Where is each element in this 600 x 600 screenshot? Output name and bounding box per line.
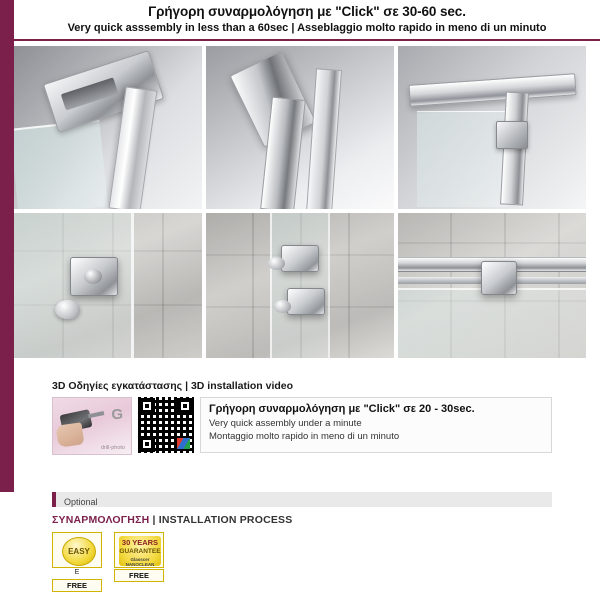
header-divider xyxy=(14,39,600,41)
callout-line-en: Very quick assembly under a minute xyxy=(209,418,362,429)
photo-double-hinge-on-glass xyxy=(206,213,394,358)
glass-panel-shape xyxy=(398,288,586,358)
hand-shape xyxy=(56,422,85,447)
profile-piece-c xyxy=(306,68,343,209)
page-subtitle: Very quick asssembly in less than a 60sec | Asseblaggio molto rapido in meno di un minuto xyxy=(67,22,547,34)
video-title-separator: | xyxy=(185,380,189,392)
guarantee-years: 30 YEARS xyxy=(121,538,159,547)
photo-profile-bracket-detail xyxy=(14,46,202,209)
guarantee-brand: Glasscer NANOCLEAN xyxy=(125,557,155,568)
page-title: Γρήγορη συναρμολόγηση με "Click" σε 30-60 sec. xyxy=(148,4,466,19)
installation-process-title xyxy=(52,514,292,526)
guarantee-badge-box xyxy=(114,532,164,568)
glass-panel-shape xyxy=(417,111,507,207)
video-title-el: 3D Οδηγίες εγκατάστασης xyxy=(52,380,183,392)
photo-gallery xyxy=(14,46,586,358)
installation-video-section xyxy=(52,380,552,455)
video-row xyxy=(52,397,552,455)
guarantee-seal-icon xyxy=(119,536,161,566)
install-title-en: INSTALLATION PROCESS xyxy=(158,514,293,526)
optional-label: Optional xyxy=(64,497,98,507)
hinge-shape xyxy=(70,257,117,297)
video-section-title xyxy=(52,380,552,392)
qr-finder-bottom-left xyxy=(139,436,155,452)
carriage-shape xyxy=(481,261,517,295)
thumbnail-caption: drill-photo xyxy=(100,445,125,451)
hinge-pin-lower xyxy=(274,300,291,313)
video-title-en: 3D installation video xyxy=(190,380,294,392)
header xyxy=(14,0,600,44)
video-thumbnail[interactable] xyxy=(52,397,132,455)
guarantee-badge xyxy=(114,532,164,592)
optional-bar xyxy=(52,492,552,507)
qr-color-marker xyxy=(177,438,190,449)
badge-row xyxy=(52,532,164,592)
callout-line-el: Γρήγορη συναρμολόγηση με "Click" σε 20 - 30sec. xyxy=(209,403,475,415)
easy-badge xyxy=(52,532,102,592)
brand-logo: G xyxy=(111,406,123,423)
qr-code-icon[interactable] xyxy=(138,397,194,453)
hinge-pin-upper xyxy=(268,257,285,270)
install-title-el: ΣΥΝΑΡΜΟΛΟΓΗΣΗ xyxy=(52,514,150,526)
photo-corner-joint-assembly xyxy=(398,46,586,209)
hinge-lower-shape xyxy=(287,288,325,315)
left-accent-bar xyxy=(0,0,14,600)
install-title-separator: | xyxy=(152,514,156,526)
glass-panel-shape xyxy=(270,213,330,358)
easy-seal-icon: EASY xyxy=(62,537,96,566)
qr-finder-top-left xyxy=(139,398,155,414)
video-callout xyxy=(200,397,552,453)
qr-finder-top-right xyxy=(177,398,193,414)
easy-badge-box xyxy=(52,532,102,568)
easy-badge-caption: E xyxy=(74,569,80,576)
callout-line-it: Montaggio molto rapido in meno di un minuto xyxy=(209,430,400,442)
easy-badge-free-label: FREE xyxy=(52,579,102,592)
photo-wall-hinge-on-glass xyxy=(14,213,202,358)
glass-panel-shape xyxy=(14,120,109,209)
corner-connector-shape xyxy=(496,121,528,149)
photo-chrome-profile-pieces xyxy=(206,46,394,209)
guarantee-word: GUARANTEE xyxy=(119,547,161,555)
horizontal-rail-shape xyxy=(409,73,578,106)
photo-sliding-track-carriage xyxy=(398,213,586,358)
hinge-upper-shape xyxy=(281,245,319,272)
hinge-knob-shape xyxy=(55,300,79,319)
guarantee-badge-free-label: FREE xyxy=(114,569,164,582)
